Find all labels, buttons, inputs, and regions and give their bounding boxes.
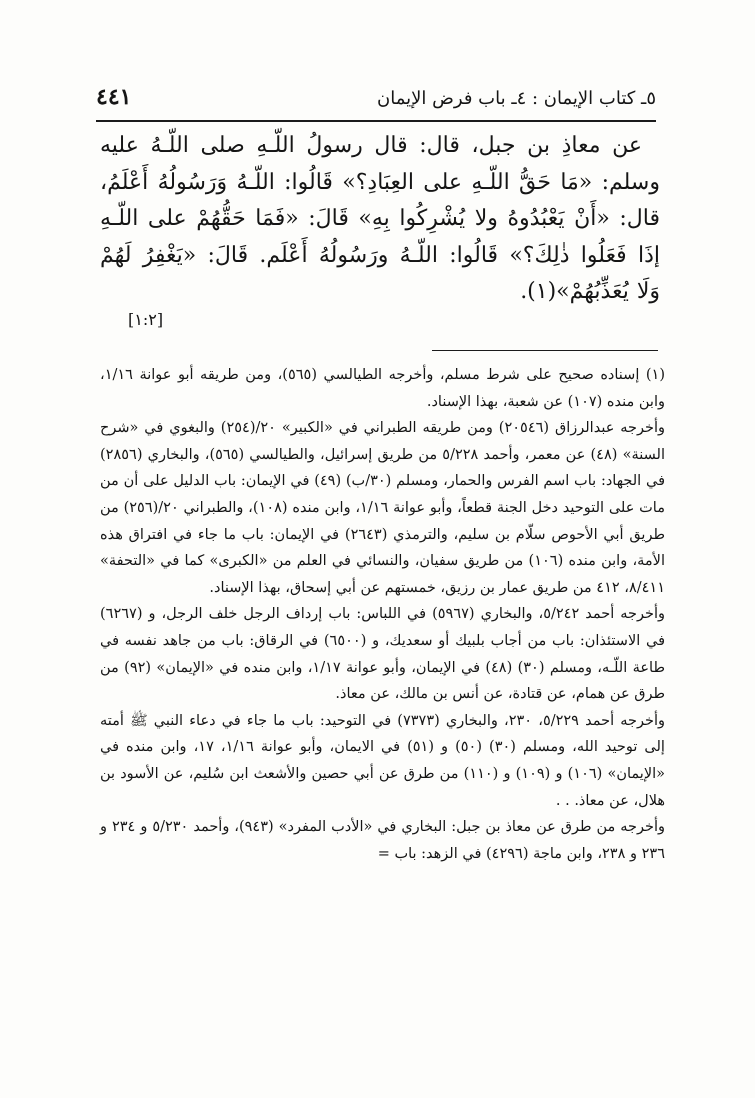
running-header bbox=[96, 84, 656, 120]
footnotes bbox=[100, 362, 665, 867]
header-divider bbox=[96, 120, 656, 122]
footnote-paragraph: (١) إسناده صحيح على شرط مسلم، وأخرجه الطيالسي (٥٦٥)، ومن طريقه أبو عوانة ١/١٦، وابن منده (١٠٧) عن شعبة، بهذا الإسناد. bbox=[100, 367, 665, 410]
footnote-paragraph: وأخرجه من طرق عن معاذ بن جبل: البخاري في «الأدب المفرد» (٩٤٣)، وأحمد ٥/٢٣٠ و ٢٣٤ و ٢٣٦ و ٢٣٨، وابن ماجة (٤٢٩٦) في الزهد: باب = bbox=[100, 819, 665, 862]
hadith-text bbox=[100, 128, 660, 311]
page-number: ٤٤١ bbox=[96, 84, 132, 110]
footnote-paragraph: وأخرجه أحمد ٥/٢٤٢، والبخاري (٥٩٦٧) في اللباس: باب إرداف الرجل خلف الرجل، و (٦٢٦٧) في الاستئذان: باب من أجاب بلبيك أو سعديك، و (٦٥٠٠) في الرقاق: باب من جاهد نفسه في طاعة اللّـه، ومسلم (٣٠) (٤٨) في الإيمان، وأبو عوانة ١/١٧، وابن منده في «الإيمان» (٩٢) من طرق عن همام، عن قتادة، عن أنس بن مالك، عن معاذ. bbox=[100, 606, 666, 703]
hadith-reference: [١:٢] bbox=[128, 310, 164, 329]
chapter-title: ٥ـ كتاب الإيمان : ٤ـ باب فرض الإيمان bbox=[377, 88, 656, 109]
footnote-divider bbox=[432, 350, 658, 351]
footnote-paragraph: وأخرجه أحمد ٥/٢٢٩، ٢٣٠، والبخاري (٧٣٧٣) في التوحيد: باب ما جاء في دعاء النبي ﷺ أمته إلى توحيد الله، ومسلم (٣٠) (٥٠) و (٥١) في الايمان، وأبو عوانة ١/١٦، ١٧، وابن منده في «الإيمان» (١٠٦) و (١٠٩) و (١١٠) من طرق عن أبي حصين والأشعث ابن سُليم، عن الأسود بن هلال، عن معاذ. . . bbox=[100, 712, 666, 809]
footnote-paragraph: وأخرجه عبدالرزاق (٢٠٥٤٦) ومن طريقه الطبراني في «الكبير» ٢٠/(٢٥٤) والبغوي في «شرح السنة» (٤٨) عن معمر، وأحمد ٥/٢٢٨ من طريق إسرائيل، والطيالسي (٥٦٥)، والبخاري (٢٨٥٦) في الجهاد: باب اسم الفرس والحمار، ومسلم (٣٠/ب) (٤٩) في الإيمان: باب الدليل على أن من مات على التوحيد دخل الجنة قطعاً، وأبو عوانة ١/١٦، وابن منده (١٠٨)، والطبراني ٢٠/(٢٥٦) من طريق أبي الأحوص سلّام بن سليم، والترمذي (٢٦٤٣) في الإيمان: باب ما جاء في افتراق هذه الأمة، وابن منده (١٠٦) من طريق سفيان، والنسائي في العلم من «الكبرى» كما في «التحفة» ٨/٤١١، ٤١٢ من طريق عمار بن رزيق، خمستهم عن أبي إسحاق، بهذا الإسناد. bbox=[100, 420, 666, 596]
hadith-paragraph: عن معاذِ بن جبل، قال: قال رسولُ اللّـهِ صلى اللّـهُ عليه وسلم: «مَا حَقُّ اللّـهِ على العِبَادِ؟» قَالُوا: اللّـهُ وَرَسُولُهُ أَعْلَمُ، قال: «أَنْ يَعْبُدُوهُ ولا يُشْرِكُوا بِهِ» قَالَ: «فَمَا حَقُّهُمْ على اللّـهِ إذَا فَعَلُوا ذٰلِكَ؟» قَالُوا: اللّـهُ ورَسُولُهُ أَعْلَم. قَالَ: «يَغْفِرُ لَهُمْ وَلَا يُعَذِّبُهُمْ»(١). bbox=[100, 133, 660, 304]
